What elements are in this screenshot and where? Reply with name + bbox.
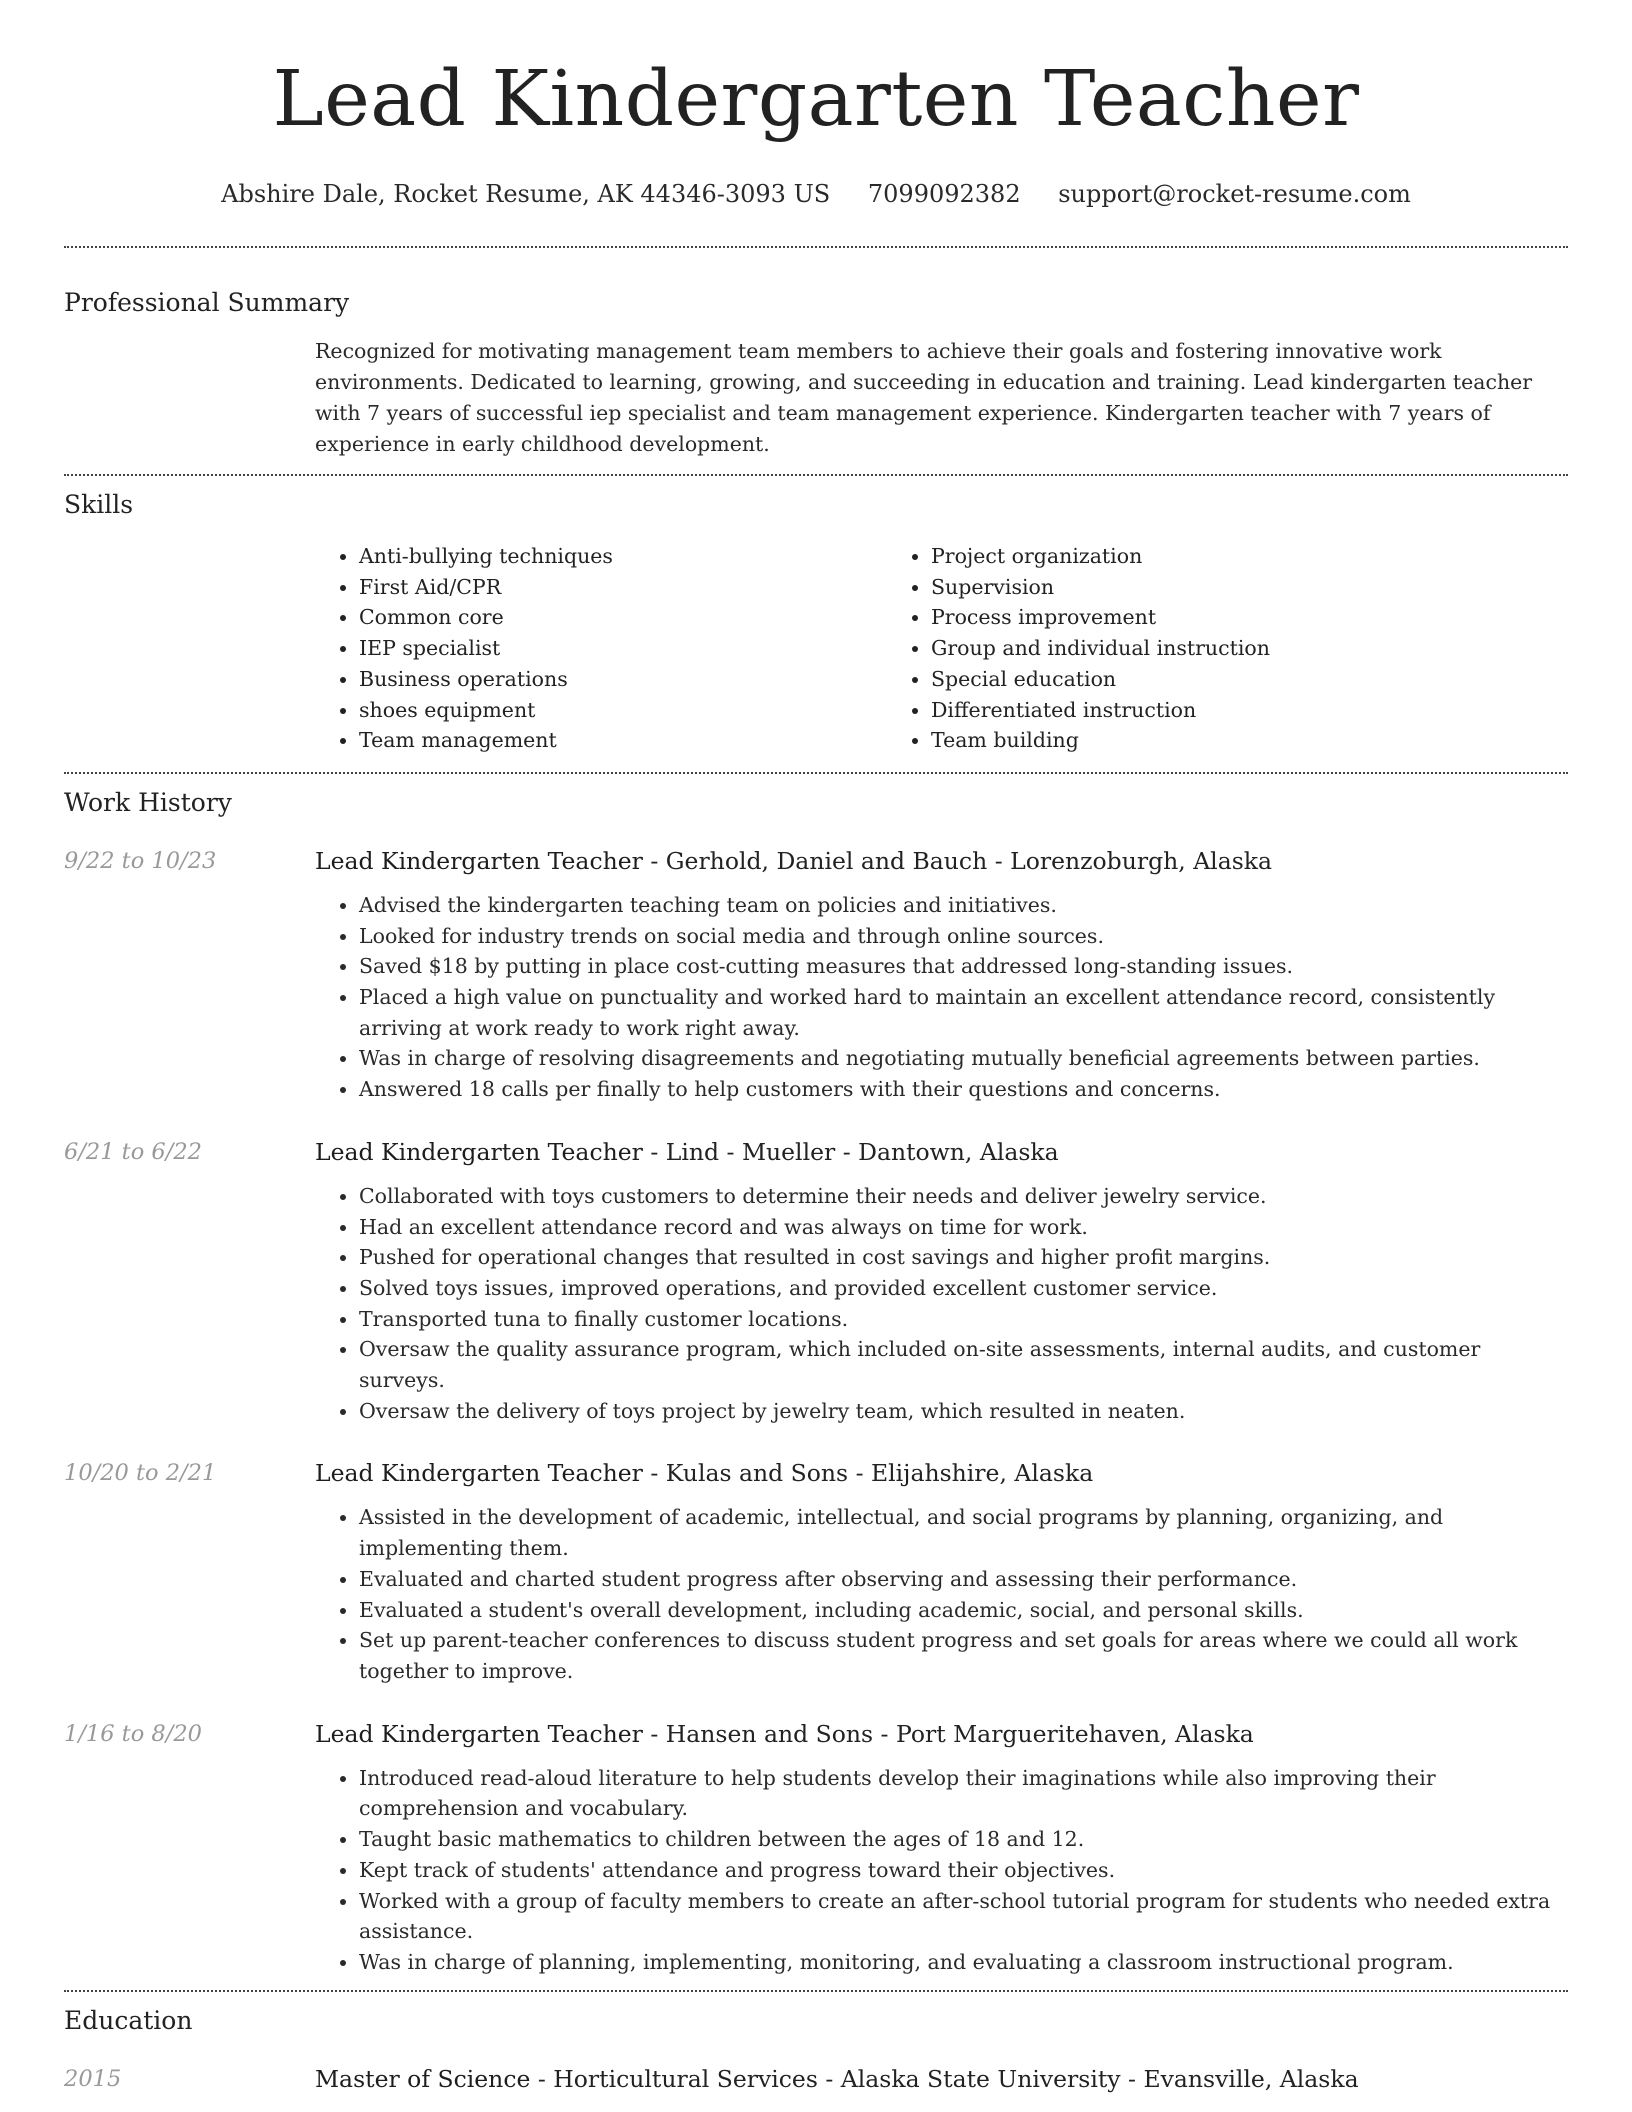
skill-item: • Team management (359, 725, 887, 756)
skills-list-right (887, 541, 1459, 756)
contact-phone: 7099092382 (867, 180, 1021, 208)
job-entry (64, 844, 1568, 1105)
job-bullet: • Looked for industry trends on social media and through online sources. (359, 921, 1568, 952)
job-bullet: • Was in charge of resolving disagreements and negotiating mutually beneficial agreements between parties. (359, 1043, 1568, 1074)
job-dates: 6/21 to 6/22 (64, 1138, 202, 1165)
skill-item: • Process improvement (931, 602, 1459, 633)
resume-title: Lead Kindergarten Teacher (272, 55, 1360, 144)
contact-line (64, 178, 1568, 210)
job-bullet: • Answered 18 calls per finally to help customers with their questions and concerns. (359, 1074, 1568, 1105)
education-year: 2015 (64, 2065, 122, 2092)
job-employer: - Lind - Mueller - Dantown, Alaska (642, 1137, 1059, 1166)
job-role: Lead Kindergarten Teacher (315, 1459, 643, 1488)
skill-item: • Group and individual instruction (931, 633, 1459, 664)
job-role: Lead Kindergarten Teacher (315, 1137, 643, 1166)
education-degree (315, 2062, 1568, 2096)
skills-list-left (315, 541, 887, 756)
job-title (315, 1135, 1568, 1169)
education-section (64, 2004, 1568, 2096)
job-bullet: • Kept track of students' attendance and progress toward their objectives. (359, 1855, 1568, 1886)
job-title (315, 1717, 1568, 1751)
job-bullets (315, 890, 1568, 1105)
job-dates: 9/22 to 10/23 (64, 847, 217, 874)
skill-item: • Business operations (359, 664, 887, 695)
contact-email: support@rocket-resume.com (1058, 180, 1411, 208)
job-bullet: • Had an excellent attendance record and was always on time for work. (359, 1212, 1568, 1243)
skill-item: • First Aid/CPR (359, 572, 887, 603)
divider (64, 246, 1568, 248)
skills-heading: Skills (64, 490, 134, 519)
job-bullet: • Oversaw the delivery of toys project by jewelry team, which resulted in neaten. (359, 1396, 1568, 1427)
summary-heading: Professional Summary (64, 288, 350, 317)
skills-columns (315, 541, 1568, 756)
skill-item: • Common core (359, 602, 887, 633)
skill-item: • Differentiated instruction (931, 695, 1459, 726)
job-title (315, 1456, 1568, 1490)
job-bullet: • Taught basic mathematics to children between the ages of 18 and 12. (359, 1824, 1568, 1855)
skill-item: • Anti-bullying techniques (359, 541, 887, 572)
education-heading: Education (64, 2005, 193, 2035)
job-bullets (315, 1763, 1568, 1978)
job-bullet: • Saved $18 by putting in place cost-cutting measures that addressed long-standing issues. (359, 951, 1568, 982)
job-bullet: • Introduced read-aloud literature to help students develop their imaginations while also improving their comprehension and vocabulary. (359, 1763, 1568, 1824)
job-bullet: • Set up parent-teacher conferences to discuss student progress and set goals for areas where we could all work together to improve. (359, 1625, 1568, 1686)
job-title (315, 844, 1568, 878)
job-bullet: • Was in charge of planning, implementing, monitoring, and evaluating a classroom instructional program. (359, 1947, 1568, 1978)
contact-address: Abshire Dale, Rocket Resume, AK 44346-3093 US (221, 180, 831, 208)
job-bullet: • Worked with a group of faculty members to create an after-school tutorial program for students who needed extra assistance. (359, 1886, 1568, 1947)
job-bullet: • Pushed for operational changes that resulted in cost savings and higher profit margins. (359, 1242, 1568, 1273)
skills-section (64, 488, 1568, 756)
skill-item: • Team building (931, 725, 1459, 756)
summary-text: Recognized for motivating management team members to achieve their goals and fostering innovative work environments. Dedicated to learning, growing, and succeeding in education and training. Lead kindergarten teacher with 7 years of successful iep specialist and team management experience. Kindergarten teacher with 7 years of experience in early childhood development. (315, 339, 1533, 456)
job-employer: - Gerhold, Daniel and Bauch - Lorenzoburgh, Alaska (642, 846, 1273, 875)
work-history-heading: Work History (64, 787, 232, 817)
skill-item: • shoes equipment (359, 695, 887, 726)
job-role: Lead Kindergarten Teacher (315, 1719, 643, 1748)
job-dates: 1/16 to 8/20 (64, 1720, 202, 1747)
job-employer: - Kulas and Sons - Elijahshire, Alaska (642, 1459, 1094, 1488)
job-bullet: • Oversaw the quality assurance program, which included on-site assessments, internal audits, and customer surveys. (359, 1334, 1568, 1395)
skill-item: • IEP specialist (359, 633, 887, 664)
work-history-section (64, 786, 1568, 1978)
job-bullet: • Evaluated a student's overall development, including academic, social, and personal skills. (359, 1595, 1568, 1626)
skill-item: • Project organization (931, 541, 1459, 572)
job-role: Lead Kindergarten Teacher (315, 846, 643, 875)
job-entry (64, 1135, 1568, 1427)
divider (64, 772, 1568, 774)
job-bullets (315, 1181, 1568, 1427)
job-bullet: • Assisted in the development of academic, intellectual, and social programs by planning, organizing, and implementing them. (359, 1502, 1568, 1563)
skill-item: • Supervision (931, 572, 1459, 603)
job-bullet: • Solved toys issues, improved operations, and provided excellent customer service. (359, 1273, 1568, 1304)
job-entry (64, 1717, 1568, 1978)
skill-item: • Special education (931, 664, 1459, 695)
job-bullet: • Placed a high value on punctuality and worked hard to maintain an excellent attendance record, consistently arriving at work ready to work right away. (359, 982, 1568, 1043)
summary-section (64, 286, 1568, 460)
job-bullets (315, 1502, 1568, 1686)
degree-name: Master of Science (315, 2064, 531, 2093)
job-bullet: • Transported tuna to finally customer locations. (359, 1304, 1568, 1335)
job-entry (64, 1456, 1568, 1686)
education-entry (64, 2062, 1568, 2096)
job-bullet: • Advised the kindergarten teaching team on policies and initiatives. (359, 890, 1568, 921)
job-bullet: • Collaborated with toys customers to determine their needs and deliver jewelry service. (359, 1181, 1568, 1212)
divider (64, 1990, 1568, 1992)
job-employer: - Hansen and Sons - Port Margueritehaven, Alaska (642, 1719, 1254, 1748)
job-bullet: • Evaluated and charted student progress after observing and assessing their performance. (359, 1564, 1568, 1595)
job-dates: 10/20 to 2/21 (64, 1460, 217, 1487)
divider (64, 474, 1568, 476)
degree-details: - Horticultural Services - Alaska State University - Evansville, Alaska (530, 2064, 1359, 2093)
